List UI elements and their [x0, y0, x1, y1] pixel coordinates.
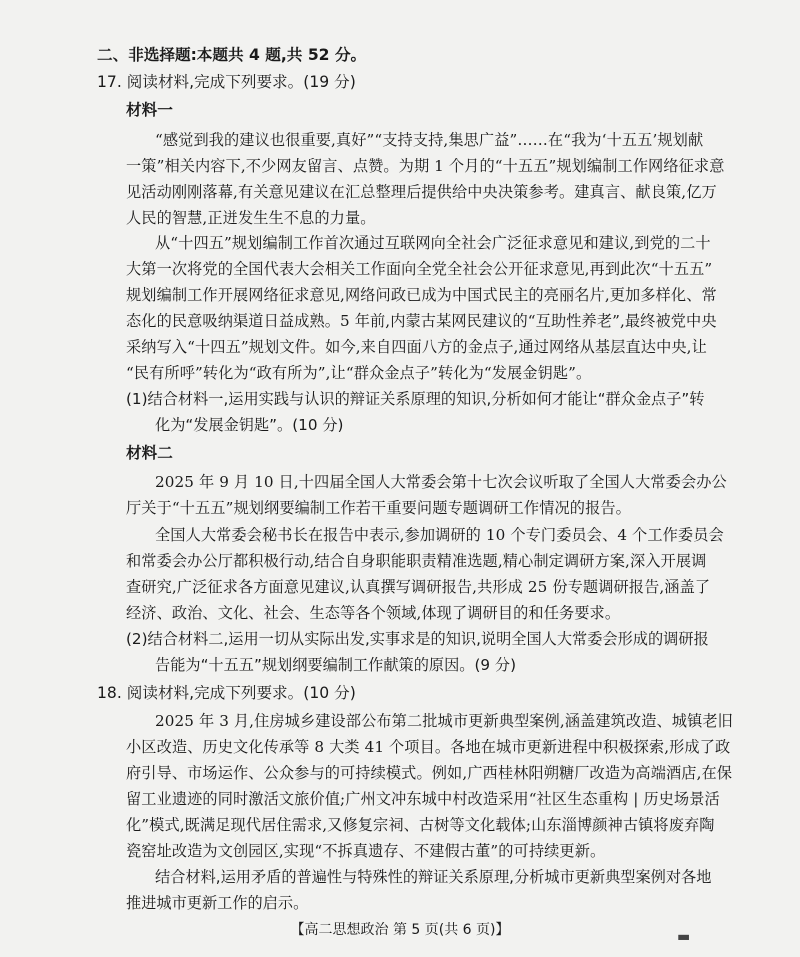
- paragraph-line: 态化的民意吸纳渠道日益成熟。5 年前,内蒙古某网民建议的“互助性养老”,最终被党中央: [126, 312, 717, 330]
- paragraph-line: 结合材料,运用矛盾的普遍性与特殊性的辩证关系原理,分析城市更新典型案例对各地: [155, 868, 712, 886]
- q17-title: 17. 阅读材料,完成下列要求。(19 分): [97, 73, 356, 91]
- paragraph-line: 从“十四五”规划编制工作首次通过互联网向全社会广泛征求意见和建议,到党的二十: [155, 234, 711, 252]
- paragraph-line: 小区改造、历史文化传承等 8 大类 41 个项目。各地在城市更新进程中积极探索,形成了政: [126, 738, 731, 756]
- paragraph-line: 留工业遗迹的同时激活文旅价值;广州文冲东城中村改造采用“社区生态重构 | 历史场景活: [126, 790, 720, 808]
- paragraph-line: “民有所呼”转化为“政有所为”,让“群众金点子”转化为“发展金钥匙”。: [126, 364, 592, 382]
- paragraph-line: 见活动刚刚落幕,有关意见建议在汇总整理后提供给中央决策参考。建真言、献良策,亿万: [126, 183, 717, 201]
- corner-mark: ▬: [677, 929, 691, 945]
- q17-sub2: (2)结合材料二,运用一切从实际出发,实事求是的知识,说明全国人大常委会形成的调研报: [126, 630, 709, 648]
- page-footer: 【高二思想政治 第 5 页(共 6 页)】: [290, 922, 510, 938]
- paragraph-line: 厅关于“十五五”规划纲要编制工作若干重要问题专题调研工作情况的报告。: [126, 499, 631, 517]
- paragraph-line: 一策”相关内容下,不少网友留言、点赞。为期 1 个月的“十五五”规划编制工作网络征求意: [126, 157, 725, 175]
- paragraph-line: “感觉到我的建议也很重要,真好”“支持支持,集思广益”……在“我为‘十五五’规划献: [155, 131, 704, 149]
- paragraph-line: 化”模式,既满足现代居住需求,又修复宗祠、古树等文化载体;山东淄博颜神古镇将废弃陶: [126, 816, 715, 834]
- paragraph-line: 经济、政治、文化、社会、生态等各个领域,体现了调研目的和任务要求。: [126, 604, 621, 622]
- paragraph-line: 大第一次将党的全国代表大会相关工作面向全党全社会公开征求意见,再到此次“十五五”: [126, 260, 713, 278]
- section-header: 二、非选择题:本题共 4 题,共 52 分。: [97, 46, 367, 64]
- q18-title: 18. 阅读材料,完成下列要求。(10 分): [97, 684, 356, 702]
- paragraph-line: 规划编制工作开展网络征求意见,网络问政已成为中国式民主的亮丽名片,更加多样化、常: [126, 286, 717, 304]
- paragraph-line: 2025 年 3 月,住房城乡建设部公布第二批城市更新典型案例,涵盖建筑改造、城镇老旧: [155, 712, 733, 730]
- paragraph-line: 查研究,广泛征求各方面意见建议,认真撰写调研报告,共形成 25 份专题调研报告,涵盖了: [126, 578, 711, 596]
- paragraph-line: 府引导、市场运作、公众参与的可持续模式。例如,广西桂林阳朔糖厂改造为高端酒店,在保: [126, 764, 733, 782]
- q17-material2-label: 材料二: [126, 444, 173, 462]
- paragraph-line: 瓷窑址改造为文创园区,实现“不拆真遗存、不建假古董”的可持续更新。: [126, 842, 606, 860]
- q17-sub1: (1)结合材料一,运用实践与认识的辩证关系原理的知识,分析如何才能让“群众金点子”转: [126, 390, 705, 408]
- paragraph-line: 全国人大常委会秘书长在报告中表示,参加调研的 10 个专门委员会、4 个工作委员会: [155, 526, 724, 544]
- paragraph-line: 和常委会办公厅都积极行动,结合自身职能职责精准选题,精心制定调研方案,深入开展调: [126, 552, 707, 570]
- q17-sub2-cont: 告能为“十五五”规划纲要编制工作献策的原因。(9 分): [155, 656, 517, 674]
- paragraph-line: 推进城市更新工作的启示。: [126, 894, 309, 912]
- q17-sub1-cont: 化为“发展金钥匙”。(10 分): [155, 416, 344, 434]
- paragraph-line: 人民的智慧,正迸发生生不息的力量。: [126, 209, 376, 227]
- paragraph-line: 采纳写入“十四五”规划文件。如今,来自四面八方的金点子,通过网络从基层直达中央,让: [126, 338, 707, 356]
- paragraph-line: 2025 年 9 月 10 日,十四届全国人大常委会第十七次会议听取了全国人大常委会办公: [155, 473, 727, 491]
- q17-material1-label: 材料一: [126, 101, 173, 119]
